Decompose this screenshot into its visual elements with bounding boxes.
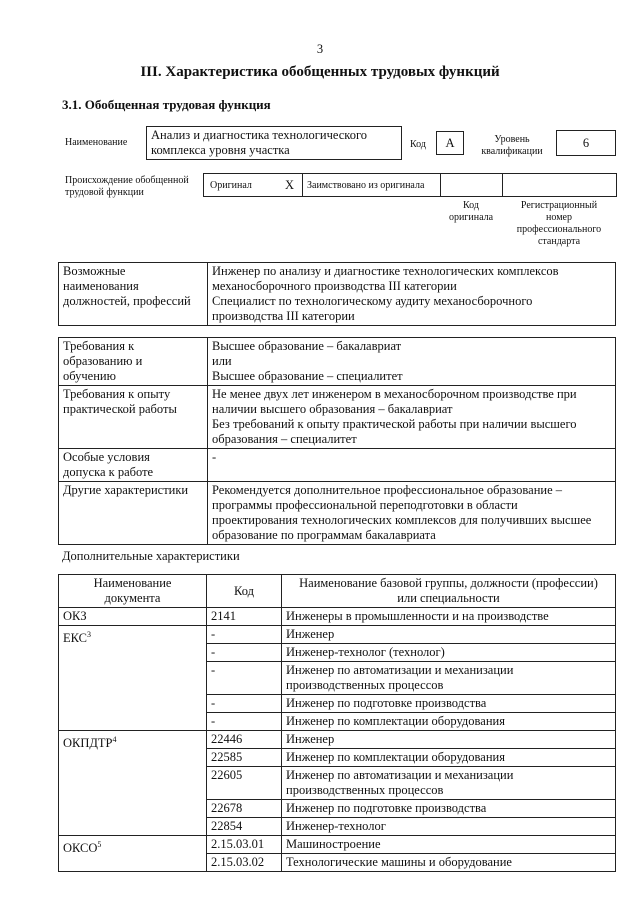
doc-cell <box>59 608 207 626</box>
original-mark: X <box>285 178 295 192</box>
name-cell: Инженер по комплектации оборудования <box>282 749 616 767</box>
requirement-value: - <box>208 449 616 482</box>
name-cell: Инженер-технолог <box>282 818 616 836</box>
level-label: Уровень квалификации <box>481 134 543 157</box>
code-cell: 22605 <box>207 767 282 800</box>
positions-value: Инженер по анализу и диагностике технологических комплексов механосборочного производства III категории Специалист по технологическому аудиту механосборочного производства III категории <box>208 263 616 326</box>
code-cell: 22854 <box>207 818 282 836</box>
name-cell: Инженер по автоматизации и механизации производственных процессов <box>282 662 616 695</box>
subsection-title: 3.1. Обобщенная трудовая функция <box>62 97 271 112</box>
table-row <box>59 449 616 482</box>
doc-name: ЕКС <box>63 631 87 646</box>
name-cell: Инженер по подготовке производства <box>282 695 616 713</box>
header-row <box>59 575 616 608</box>
table-row <box>59 836 616 854</box>
function-name-value: Анализ и диагностика технологического комплекса уровня участка <box>146 126 402 160</box>
code-cell: 2.15.03.01 <box>207 836 282 854</box>
code-cell: - <box>207 662 282 695</box>
name-cell: Инженер по комплектации оборудования <box>282 713 616 731</box>
table-row <box>59 731 616 749</box>
code-cell: - <box>207 644 282 662</box>
code-cell: 22678 <box>207 800 282 818</box>
doc-cell <box>59 836 207 872</box>
code-cell: 2.15.03.02 <box>207 854 282 872</box>
positions-table <box>58 262 616 326</box>
code-cell: - <box>207 626 282 644</box>
code-original-label: Код оригинала <box>448 200 494 223</box>
divider <box>302 173 303 197</box>
requirement-value: Рекомендуется дополнительное профессиональное образование – программы профессиональной переподготовки в области проектирования технологических комплексов для получивших высшее образование по программам бакалавриата <box>208 482 616 545</box>
name-cell: Технологические машины и оборудование <box>282 854 616 872</box>
level-value: 6 <box>556 130 616 156</box>
requirements-table <box>58 337 616 545</box>
table-row <box>59 482 616 545</box>
code-cell: - <box>207 695 282 713</box>
footnote-ref: 5 <box>97 840 102 849</box>
doc-name: ОКПДТР <box>63 736 113 751</box>
doc-cell <box>59 731 207 836</box>
header-code: Код <box>207 575 282 608</box>
additional-table <box>58 574 616 872</box>
header-document: Наименование документа <box>59 575 207 608</box>
page-number: 3 <box>316 42 324 56</box>
code-value: А <box>436 131 464 155</box>
section-title: III. Характеристика обобщенных трудовых функций <box>140 64 500 80</box>
table-row <box>59 386 616 449</box>
name-cell: Машиностроение <box>282 836 616 854</box>
table-row <box>59 608 616 626</box>
positions-label: Возможные наименования должностей, профессий <box>59 263 208 326</box>
name-cell: Инженер-технолог (технолог) <box>282 644 616 662</box>
code-cell: 22446 <box>207 731 282 749</box>
table-row <box>59 263 616 326</box>
divider <box>502 173 503 197</box>
requirement-value: Высшее образование – бакалавриат или Высшее образование – специалитет <box>208 338 616 386</box>
table-row <box>59 338 616 386</box>
additional-title: Дополнительные характеристики <box>62 549 240 563</box>
name-label: Наименование <box>65 137 128 148</box>
doc-name: ОКЗ <box>63 609 87 623</box>
doc-name: ОКСО <box>63 841 98 856</box>
requirement-label: Требования к опыту практической работы <box>59 386 208 449</box>
reg-number-label: Регистрационный номер профессионального стандарта <box>516 200 602 247</box>
name-cell: Инженер по автоматизации и механизации производственных процессов <box>282 767 616 800</box>
code-cell: 2141 <box>207 608 282 626</box>
borrowed-label: Заимствовано из оригинала <box>307 180 425 191</box>
footnote-ref: 3 <box>87 630 91 639</box>
requirement-value: Не менее двух лет инженером в механосборочном производстве при наличии высшего образования – бакалавриат Без требований к опыту практической работы при наличии высшего образования – специалитет <box>208 386 616 449</box>
name-cell: Инженеры в промышленности и на производстве <box>282 608 616 626</box>
name-cell: Инженер по подготовке производства <box>282 800 616 818</box>
requirement-label: Другие характеристики <box>59 482 208 545</box>
original-label: Оригинал <box>210 180 252 191</box>
table-row <box>59 626 616 644</box>
code-cell: - <box>207 713 282 731</box>
requirement-label: Особые условия допуска к работе <box>59 449 208 482</box>
divider <box>440 173 441 197</box>
footnote-ref: 4 <box>112 735 117 744</box>
name-cell: Инженер <box>282 731 616 749</box>
code-cell: 22585 <box>207 749 282 767</box>
origin-label: Происхождение обобщенной трудовой функции <box>65 175 189 198</box>
code-label: Код <box>410 139 426 150</box>
name-cell: Инженер <box>282 626 616 644</box>
header-name: Наименование базовой группы, должности (профессии) или специальности <box>282 575 616 608</box>
doc-cell <box>59 626 207 731</box>
requirement-label: Требования к образованию и обучению <box>59 338 208 386</box>
